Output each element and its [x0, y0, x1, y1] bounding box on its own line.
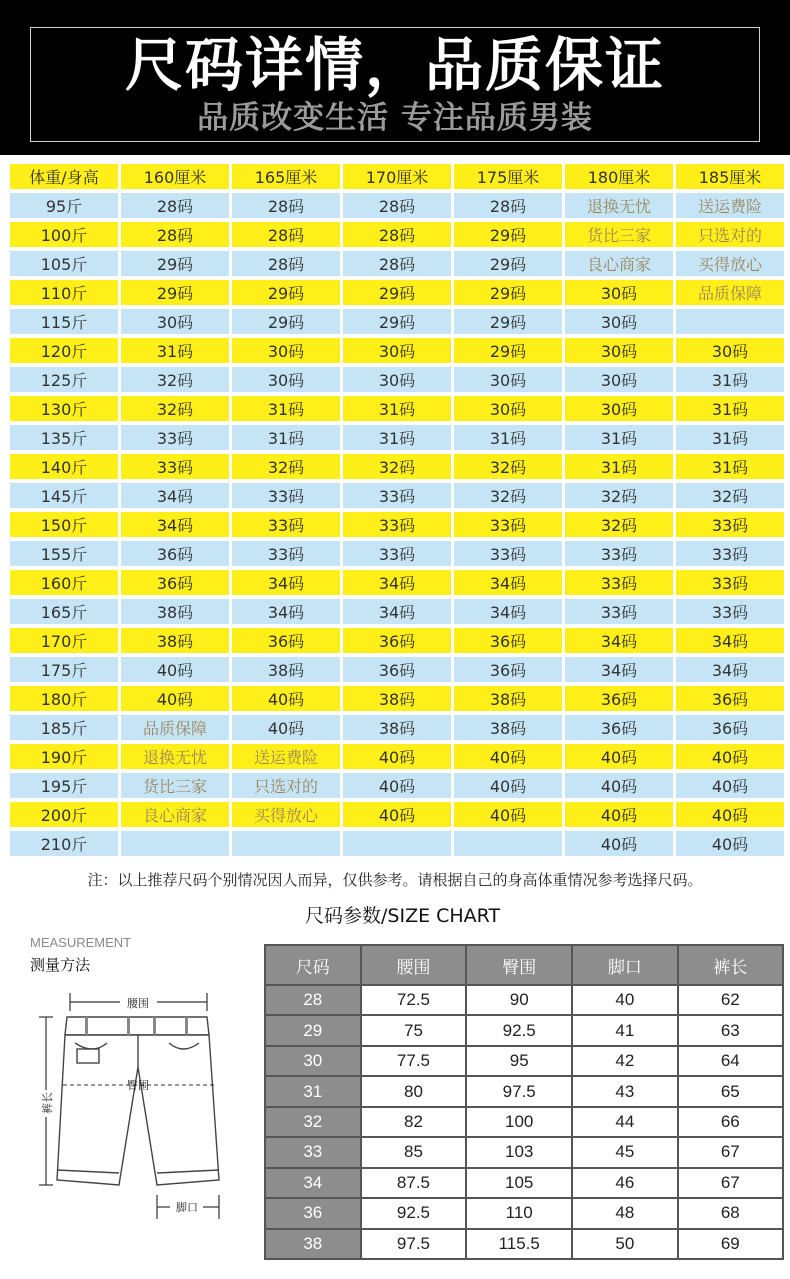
size-chart-size-cell: 29 — [266, 1016, 360, 1044]
rec-size-cell: 40码 — [565, 773, 673, 798]
rec-row — [10, 541, 784, 566]
rec-header-weight-height: 体重/身高 — [10, 164, 118, 189]
rec-size-cell: 36码 — [121, 541, 229, 566]
rec-size-cell: 退换无忧 — [565, 193, 673, 218]
rec-size-cell: 28码 — [121, 222, 229, 247]
size-chart-value-cell: 67 — [679, 1138, 782, 1166]
size-chart-value-cell: 41 — [573, 1016, 676, 1044]
rec-row — [10, 338, 784, 363]
rec-size-cell: 28码 — [343, 251, 451, 276]
rec-size-cell: 31码 — [676, 367, 784, 392]
header-banner — [0, 0, 790, 155]
rec-size-cell: 40码 — [565, 744, 673, 769]
page-subtitle: 品质改变生活 专注品质男装 — [197, 100, 593, 136]
rec-size-cell: 32码 — [565, 483, 673, 508]
rec-size-cell: 退换无忧 — [121, 744, 229, 769]
rec-size-cell: 40码 — [121, 657, 229, 682]
rec-size-cell: 40码 — [343, 773, 451, 798]
rec-size-cell: 33码 — [343, 512, 451, 537]
rec-weight-cell: 95斤 — [10, 193, 118, 218]
rec-size-cell: 33码 — [232, 541, 340, 566]
rec-size-cell: 38码 — [343, 686, 451, 711]
length-label: 裤长 — [41, 1092, 54, 1114]
size-chart-value-cell: 92.5 — [467, 1016, 571, 1044]
rec-size-cell — [676, 309, 784, 334]
size-chart-value-cell: 48 — [573, 1199, 676, 1227]
rec-row — [10, 512, 784, 537]
rec-size-cell: 36码 — [454, 628, 562, 653]
rec-header-height: 185厘米 — [676, 164, 784, 189]
size-chart-row — [266, 1230, 782, 1259]
rec-size-cell: 30码 — [565, 367, 673, 392]
rec-row — [10, 802, 784, 827]
rec-size-cell: 买得放心 — [676, 251, 784, 276]
size-chart-value-cell: 72.5 — [362, 986, 466, 1014]
rec-size-cell: 良心商家 — [565, 251, 673, 276]
rec-size-cell: 40码 — [676, 802, 784, 827]
rec-size-cell: 34码 — [676, 657, 784, 682]
rec-size-cell: 30码 — [676, 338, 784, 363]
rec-size-cell: 33码 — [232, 483, 340, 508]
rec-size-cell: 29码 — [121, 280, 229, 305]
size-chart-size-cell: 33 — [266, 1138, 360, 1166]
rec-header-height: 170厘米 — [343, 164, 451, 189]
rec-size-cell: 31码 — [676, 396, 784, 421]
rec-size-cell: 34码 — [565, 628, 673, 653]
rec-size-cell — [454, 831, 562, 856]
rec-size-cell: 40码 — [232, 715, 340, 740]
rec-header-row — [10, 164, 784, 189]
size-chart-value-cell: 97.5 — [467, 1077, 571, 1105]
rec-size-cell: 36码 — [232, 628, 340, 653]
rec-row — [10, 715, 784, 740]
rec-size-cell: 33码 — [676, 512, 784, 537]
size-chart-value-cell: 105 — [467, 1169, 571, 1197]
rec-row — [10, 367, 784, 392]
rec-row — [10, 309, 784, 334]
rec-row — [10, 280, 784, 305]
rec-size-cell: 货比三家 — [121, 773, 229, 798]
size-chart-value-cell: 62 — [679, 986, 782, 1014]
size-chart-column-header: 裤长 — [679, 946, 782, 984]
size-parameter-table — [264, 944, 784, 1260]
rec-weight-cell: 150斤 — [10, 512, 118, 537]
rec-size-cell: 34码 — [676, 628, 784, 653]
rec-row — [10, 657, 784, 682]
rec-size-cell: 33码 — [565, 541, 673, 566]
rec-size-cell: 31码 — [454, 425, 562, 450]
rec-size-cell: 33码 — [565, 599, 673, 624]
rec-size-cell: 29码 — [343, 309, 451, 334]
rec-size-cell: 33码 — [121, 425, 229, 450]
rec-weight-cell: 120斤 — [10, 338, 118, 363]
rec-size-cell: 38码 — [454, 715, 562, 740]
rec-header-height: 160厘米 — [121, 164, 229, 189]
size-chart-value-cell: 82 — [362, 1108, 466, 1136]
rec-size-cell: 34码 — [232, 599, 340, 624]
rec-size-cell: 33码 — [343, 483, 451, 508]
rec-weight-cell: 160斤 — [10, 570, 118, 595]
rec-weight-cell: 100斤 — [10, 222, 118, 247]
size-chart-value-cell: 40 — [573, 986, 676, 1014]
rec-size-cell: 40码 — [565, 802, 673, 827]
rec-size-cell: 36码 — [454, 657, 562, 682]
rec-size-cell: 40码 — [565, 831, 673, 856]
rec-size-cell: 品质保障 — [676, 280, 784, 305]
rec-size-cell: 29码 — [454, 251, 562, 276]
size-chart-row — [266, 1199, 782, 1227]
rec-size-cell: 30码 — [454, 367, 562, 392]
size-chart-row — [266, 1077, 782, 1105]
rec-size-cell: 28码 — [232, 251, 340, 276]
rec-size-cell: 36码 — [676, 715, 784, 740]
rec-size-cell: 30码 — [565, 309, 673, 334]
rec-size-cell: 30码 — [232, 338, 340, 363]
rec-size-cell: 32码 — [121, 367, 229, 392]
rec-size-cell: 30码 — [343, 338, 451, 363]
size-chart-size-cell: 38 — [266, 1230, 360, 1259]
rec-size-cell: 34码 — [121, 512, 229, 537]
size-chart-row — [266, 1047, 782, 1075]
rec-size-cell: 29码 — [232, 309, 340, 334]
size-chart-value-cell: 45 — [573, 1138, 676, 1166]
rec-size-cell: 33码 — [232, 512, 340, 537]
size-chart-value-cell: 67 — [679, 1169, 782, 1197]
size-chart-value-cell: 85 — [362, 1138, 466, 1166]
size-chart-column-header: 臀围 — [467, 946, 571, 984]
rec-size-cell: 31码 — [343, 396, 451, 421]
rec-size-cell: 40码 — [343, 744, 451, 769]
size-chart-value-cell: 80 — [362, 1077, 466, 1105]
rec-size-cell: 33码 — [343, 541, 451, 566]
rec-size-cell: 36码 — [121, 570, 229, 595]
rec-header-height: 165厘米 — [232, 164, 340, 189]
rec-weight-cell: 170斤 — [10, 628, 118, 653]
size-chart-value-cell: 50 — [573, 1230, 676, 1259]
size-chart-value-cell: 44 — [573, 1108, 676, 1136]
size-chart-value-cell: 77.5 — [362, 1047, 466, 1075]
size-chart-value-cell: 43 — [573, 1077, 676, 1105]
rec-size-cell: 34码 — [121, 483, 229, 508]
rec-size-cell: 34码 — [343, 570, 451, 595]
rec-size-cell: 33码 — [676, 599, 784, 624]
rec-size-cell: 34码 — [454, 599, 562, 624]
rec-size-cell: 31码 — [676, 454, 784, 479]
rec-size-cell: 36码 — [343, 628, 451, 653]
rec-weight-cell: 190斤 — [10, 744, 118, 769]
rec-size-cell: 40码 — [676, 773, 784, 798]
rec-weight-cell: 195斤 — [10, 773, 118, 798]
rec-size-cell: 30码 — [565, 396, 673, 421]
rec-header-height: 180厘米 — [565, 164, 673, 189]
size-chart-size-cell: 34 — [266, 1169, 360, 1197]
rec-row — [10, 570, 784, 595]
rec-weight-cell: 110斤 — [10, 280, 118, 305]
size-chart-value-cell: 65 — [679, 1077, 782, 1105]
rec-size-cell: 38码 — [121, 628, 229, 653]
rec-size-cell: 29码 — [454, 280, 562, 305]
rec-size-cell: 33码 — [454, 541, 562, 566]
rec-header-height: 175厘米 — [454, 164, 562, 189]
rec-size-cell — [232, 831, 340, 856]
rec-size-cell: 33码 — [565, 570, 673, 595]
rec-size-cell: 38码 — [454, 686, 562, 711]
rec-size-cell: 40码 — [343, 802, 451, 827]
size-chart-value-cell: 110 — [467, 1199, 571, 1227]
size-chart-value-cell: 97.5 — [362, 1230, 466, 1259]
rec-size-cell: 29码 — [343, 280, 451, 305]
rec-size-cell — [121, 831, 229, 856]
size-chart-title: 尺码参数/SIZE CHART — [305, 905, 501, 927]
rec-size-cell: 29码 — [454, 338, 562, 363]
rec-size-cell: 40码 — [676, 744, 784, 769]
size-chart-value-cell: 69 — [679, 1230, 782, 1259]
rec-size-cell: 货比三家 — [565, 222, 673, 247]
rec-size-cell: 28码 — [121, 193, 229, 218]
rec-size-cell — [343, 831, 451, 856]
rec-size-cell: 32码 — [676, 483, 784, 508]
rec-weight-cell: 130斤 — [10, 396, 118, 421]
rec-weight-cell: 210斤 — [10, 831, 118, 856]
hip-label: 臀围 — [127, 1079, 149, 1092]
rec-size-cell: 28码 — [454, 193, 562, 218]
shorts-outline — [57, 1017, 219, 1185]
recommendation-note: 注：以上推荐尺码个别情况因人而异，仅供参考。请根据自己的身高体重情况参考选择尺码。 — [87, 871, 703, 889]
rec-size-cell: 36码 — [343, 657, 451, 682]
rec-size-cell: 30码 — [121, 309, 229, 334]
rec-row — [10, 773, 784, 798]
rec-size-cell: 送运费险 — [232, 744, 340, 769]
rec-size-cell: 良心商家 — [121, 802, 229, 827]
rec-size-cell: 32码 — [565, 512, 673, 537]
rec-weight-cell: 180斤 — [10, 686, 118, 711]
size-chart-size-cell: 36 — [266, 1199, 360, 1227]
rec-size-cell: 38码 — [121, 599, 229, 624]
rec-size-cell: 32码 — [454, 483, 562, 508]
rec-size-cell: 38码 — [232, 657, 340, 682]
rec-size-cell: 30码 — [343, 367, 451, 392]
size-chart-column-header: 尺码 — [266, 946, 360, 984]
rec-size-cell: 28码 — [232, 193, 340, 218]
size-chart-column-header: 脚口 — [573, 946, 676, 984]
rec-row — [10, 831, 784, 856]
size-chart-size-cell: 31 — [266, 1077, 360, 1105]
rec-size-cell: 28码 — [343, 193, 451, 218]
size-chart-size-cell: 30 — [266, 1047, 360, 1075]
rec-size-cell: 30码 — [565, 338, 673, 363]
size-chart-value-cell: 87.5 — [362, 1169, 466, 1197]
rec-row — [10, 454, 784, 479]
size-chart-value-cell: 42 — [573, 1047, 676, 1075]
rec-size-cell: 36码 — [565, 715, 673, 740]
rec-size-cell: 33码 — [676, 570, 784, 595]
rec-row — [10, 425, 784, 450]
size-chart-size-cell: 32 — [266, 1108, 360, 1136]
measurement-label-cn: 测量方法 — [30, 956, 91, 974]
size-chart-value-cell: 75 — [362, 1016, 466, 1044]
rec-weight-cell: 125斤 — [10, 367, 118, 392]
size-chart-value-cell: 100 — [467, 1108, 571, 1136]
rec-size-cell: 32码 — [232, 454, 340, 479]
rec-weight-cell: 115斤 — [10, 309, 118, 334]
rec-row — [10, 193, 784, 218]
rec-size-cell: 31码 — [343, 425, 451, 450]
rec-weight-cell: 175斤 — [10, 657, 118, 682]
rec-size-cell: 34码 — [232, 570, 340, 595]
rec-size-cell: 30码 — [454, 396, 562, 421]
size-chart-row — [266, 1138, 782, 1166]
rec-size-cell: 29码 — [121, 251, 229, 276]
page-title: 尺码详情，品质保证 — [124, 31, 665, 99]
rec-weight-cell: 140斤 — [10, 454, 118, 479]
rec-weight-cell: 135斤 — [10, 425, 118, 450]
size-chart-row — [266, 1108, 782, 1136]
rec-row — [10, 628, 784, 653]
rec-size-cell: 品质保障 — [121, 715, 229, 740]
rec-size-cell: 34码 — [343, 599, 451, 624]
rec-row — [10, 251, 784, 276]
rec-size-cell: 40码 — [454, 802, 562, 827]
rec-size-cell: 买得放心 — [232, 802, 340, 827]
rec-size-cell: 31码 — [676, 425, 784, 450]
size-chart-value-cell: 63 — [679, 1016, 782, 1044]
rec-size-cell: 31码 — [232, 396, 340, 421]
size-chart-size-cell: 28 — [266, 986, 360, 1014]
rec-weight-cell: 185斤 — [10, 715, 118, 740]
rec-row — [10, 599, 784, 624]
measurement-label-en: MEASUREMENT — [30, 935, 132, 950]
hem-label: 脚口 — [176, 1201, 198, 1214]
waist-label: 腰围 — [127, 997, 149, 1010]
rec-size-cell: 40码 — [676, 831, 784, 856]
rec-size-cell: 36码 — [676, 686, 784, 711]
rec-size-cell: 28码 — [232, 222, 340, 247]
size-chart-column-header: 腰围 — [362, 946, 466, 984]
rec-size-cell: 40码 — [121, 686, 229, 711]
size-chart-row — [266, 1169, 782, 1197]
size-chart-value-cell: 95 — [467, 1047, 571, 1075]
rec-size-cell: 30码 — [232, 367, 340, 392]
size-chart-value-cell: 103 — [467, 1138, 571, 1166]
rec-size-cell: 送运费险 — [676, 193, 784, 218]
rec-size-cell: 31码 — [121, 338, 229, 363]
rec-row — [10, 222, 784, 247]
rec-size-cell: 29码 — [232, 280, 340, 305]
size-chart-row — [266, 1016, 782, 1044]
rec-size-cell: 30码 — [565, 280, 673, 305]
rec-weight-cell: 165斤 — [10, 599, 118, 624]
size-chart-value-cell: 68 — [679, 1199, 782, 1227]
rec-size-cell: 33码 — [454, 512, 562, 537]
size-chart-value-cell: 64 — [679, 1047, 782, 1075]
rec-row — [10, 396, 784, 421]
rec-size-cell: 32码 — [343, 454, 451, 479]
rec-size-cell: 29码 — [454, 222, 562, 247]
size-chart-value-cell: 115.5 — [467, 1230, 571, 1259]
rec-size-cell: 31码 — [565, 454, 673, 479]
size-chart-row — [266, 986, 782, 1014]
size-recommendation-table — [7, 160, 787, 860]
rec-size-cell: 31码 — [565, 425, 673, 450]
size-chart-value-cell: 90 — [467, 986, 571, 1014]
size-chart-header-row — [266, 946, 782, 984]
rec-size-cell: 36码 — [565, 686, 673, 711]
rec-size-cell: 28码 — [343, 222, 451, 247]
rec-size-cell: 40码 — [232, 686, 340, 711]
rec-size-cell: 只选对的 — [232, 773, 340, 798]
rec-size-cell: 29码 — [454, 309, 562, 334]
rec-size-cell: 只选对的 — [676, 222, 784, 247]
rec-size-cell: 40码 — [454, 744, 562, 769]
rec-size-cell: 31码 — [232, 425, 340, 450]
size-chart-value-cell: 66 — [679, 1108, 782, 1136]
rec-weight-cell: 145斤 — [10, 483, 118, 508]
rec-size-cell: 32码 — [454, 454, 562, 479]
size-chart-value-cell: 92.5 — [362, 1199, 466, 1227]
rec-row — [10, 483, 784, 508]
rec-size-cell: 33码 — [676, 541, 784, 566]
rec-weight-cell: 200斤 — [10, 802, 118, 827]
shorts-measurement-diagram — [35, 975, 260, 1225]
rec-weight-cell: 155斤 — [10, 541, 118, 566]
rec-size-cell: 38码 — [343, 715, 451, 740]
rec-weight-cell: 105斤 — [10, 251, 118, 276]
rec-row — [10, 744, 784, 769]
rec-size-cell: 34码 — [454, 570, 562, 595]
size-chart-value-cell: 46 — [573, 1169, 676, 1197]
rec-size-cell: 33码 — [121, 454, 229, 479]
rec-size-cell: 34码 — [565, 657, 673, 682]
rec-size-cell: 32码 — [121, 396, 229, 421]
rec-size-cell: 40码 — [454, 773, 562, 798]
rec-row — [10, 686, 784, 711]
